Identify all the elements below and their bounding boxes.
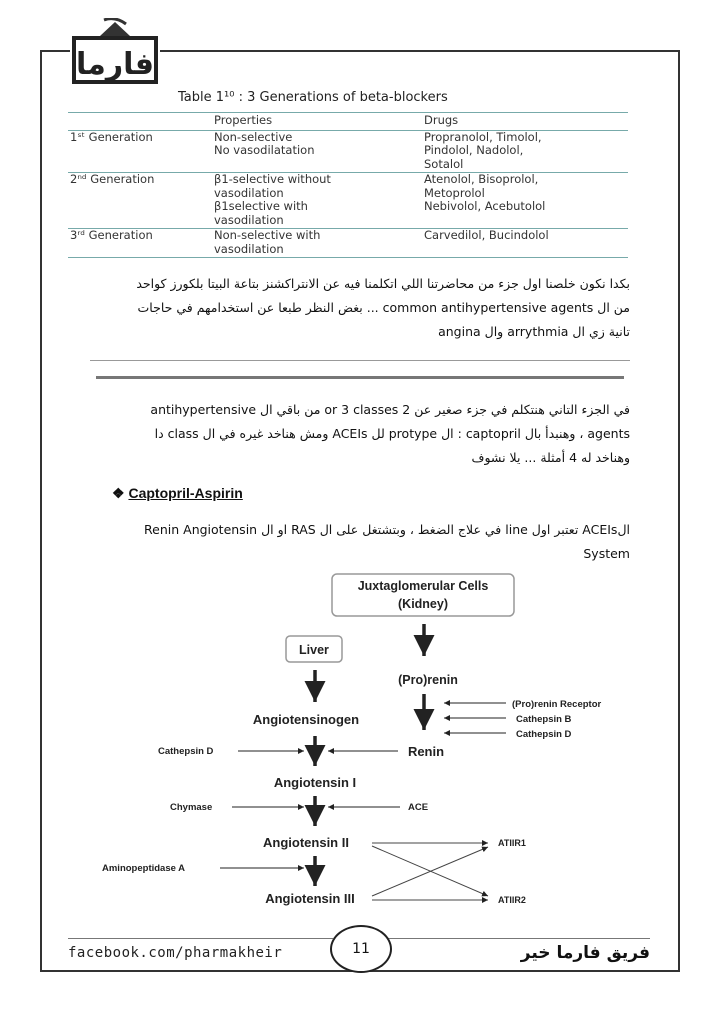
properties-line: No vasodilatation: [214, 143, 315, 157]
paragraph-2-line: وهناخد له 4 أمثلة ... يلا نشوف: [471, 450, 630, 465]
liver-label: Liver: [299, 643, 329, 657]
generation-cell: 3ʳᵈ Generation: [68, 229, 212, 258]
properties-line: β1-selective without: [214, 172, 331, 186]
paragraph-1-line: تانية زي ال arrythmia وال angina: [438, 324, 630, 339]
diamond-bullet-icon: ❖: [112, 485, 125, 501]
properties-line: Non-selective with: [214, 228, 321, 242]
kidney-label: (Kidney): [398, 597, 448, 611]
cathepsin-d-left-label: Cathepsin D: [158, 746, 214, 757]
at1r1-label: ATIIR1: [498, 838, 526, 848]
generation-cell: 2ⁿᵈ Generation: [68, 173, 212, 229]
page-number: 11: [330, 925, 392, 973]
drugs-line: Metoprolol: [424, 185, 485, 200]
table-header-properties: Properties: [212, 113, 422, 131]
prorenin-label: (Pro)renin: [398, 673, 458, 687]
section-title: Captopril-Aspirin: [128, 485, 243, 501]
properties-line: vasodilation: [214, 212, 284, 227]
prorenin-receptor-label: (Pro)renin Receptor: [512, 699, 602, 710]
drugs-line: Nebivolol, Acebutolol: [424, 199, 546, 213]
table-header-drugs: Drugs: [422, 113, 628, 131]
paragraph-1-line: من ال common antihypertensive agents ... بغض النظر طبعا عن استخدامهم في حاجات: [137, 300, 630, 315]
ace-label: ACE: [408, 802, 429, 813]
angiotensin-2-label: Angiotensin II: [263, 835, 349, 850]
drugs-line: Pindolol, Nadolol,: [424, 143, 524, 157]
footer-url: facebook.com/pharmakheir: [68, 945, 283, 961]
chymase-label: Chymase: [170, 802, 213, 813]
footer-line-right: [385, 938, 650, 939]
paragraph-3-line: System: [583, 546, 630, 561]
drugs-line: Carvedilol, Bucindolol: [424, 228, 549, 242]
at1r2-label: ATIIR2: [498, 895, 526, 905]
drugs-line: Propranolol, Timolol,: [424, 129, 542, 144]
aminopeptidase-label: Aminopeptidase A: [102, 863, 186, 874]
angiotensin-3-label: Angiotensin III: [265, 891, 355, 906]
properties-line: vasodilation: [214, 241, 284, 256]
table-title: Table 1¹⁰ : 3 Generations of beta-blockers: [178, 90, 448, 105]
properties-line: β1selective with: [214, 199, 308, 213]
properties-line: Non-selective: [214, 129, 293, 144]
cathepsin-b-label: Cathepsin B: [516, 714, 572, 725]
renin-label: Renin: [407, 744, 445, 759]
paragraph-2-line: agents ، وهنبدأ بال captopril : ال protype لل ACEIs ومش هناخد غيره في ال class دا: [154, 426, 630, 441]
paragraph-3-line: الACEIs تعتبر اول line في علاج الضغط ، وبتشتغل على ال RAS او ال Renin Angiotensin: [144, 522, 630, 537]
team-name: فريق فارما خير: [520, 943, 650, 963]
footer-line-left: [68, 938, 333, 939]
paragraph-2-line: في الجزء التاني هنتكلم في جزء صغير عن 2 or 3 classes من باقي ال antihypertensive: [150, 402, 630, 417]
angiotensinogen-label: Angiotensinogen: [252, 712, 360, 727]
generation-cell: 1ˢᵗ Generation: [68, 130, 212, 173]
logo-text: فارما: [75, 47, 155, 82]
paragraph-1-line: بكدا نكون خلصنا اول جزء من محاضرتنا اللي اتكلمنا فيه عن الانتراكشنز بتاعة البيتا بلكورز كواحد: [136, 276, 630, 291]
drugs-line: Atenolol, Bisoprolol,: [424, 172, 539, 186]
angiotensin-1-label: Angiotensin I: [273, 775, 357, 790]
drugs-line: Sotalol: [424, 156, 464, 171]
jg-cells-label: Juxtaglomerular Cells: [357, 579, 489, 593]
properties-line: vasodilation: [214, 185, 284, 200]
cathepsin-d-right-label: Cathepsin D: [516, 729, 572, 740]
